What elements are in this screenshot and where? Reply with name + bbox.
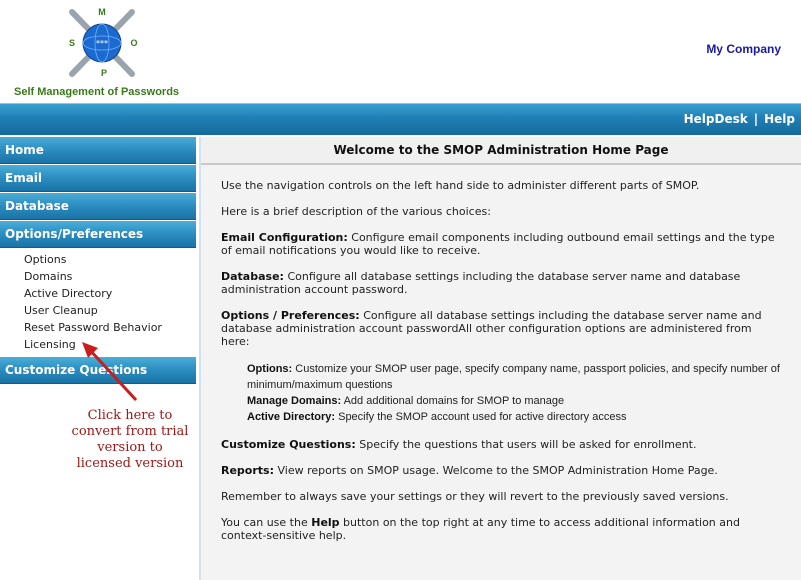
help-post: button on the top right at any time to access additional information and context-sensitive help. xyxy=(221,516,740,542)
database-label: Database: xyxy=(221,270,284,283)
content-body xyxy=(201,165,801,542)
email-description xyxy=(221,231,781,257)
subitem-domains[interactable]: Domains xyxy=(24,270,73,283)
sub-ad-text: Specify the SMOP account used for active directory access xyxy=(335,411,627,423)
reports-text: View reports on SMOP usage. Welcome to the SMOP Administration Home Page. xyxy=(274,464,718,477)
nav-options-preferences[interactable]: Options/Preferences xyxy=(0,221,196,248)
smop-logo xyxy=(64,6,140,80)
nav-database[interactable]: Database xyxy=(0,193,196,220)
nav-customize-questions[interactable]: Customize Questions xyxy=(0,357,196,384)
options-text: Configure all database settings including the database server name and database administration account passwordAll other configuration options are administered from here: xyxy=(221,309,762,348)
reports-label: Reports: xyxy=(221,464,274,477)
database-text: Configure all database settings including the database server name and database administration account password. xyxy=(221,270,741,296)
top-bar xyxy=(0,103,801,135)
main-content xyxy=(201,137,801,580)
help-bold: Help xyxy=(311,516,340,529)
sub-options-item xyxy=(247,361,781,393)
header xyxy=(0,0,801,103)
nav-home[interactable]: Home xyxy=(0,137,196,164)
annotation-arrow-icon xyxy=(78,338,142,404)
subitem-options[interactable]: Options xyxy=(24,253,67,266)
top-links xyxy=(684,112,795,126)
logo-letter-o: O xyxy=(130,38,138,48)
cq-label: Customize Questions: xyxy=(221,438,356,451)
remember-text: Remember to always save your settings or they will revert to the previously saved versions. xyxy=(221,490,729,503)
subitem-user-cleanup[interactable]: User Cleanup xyxy=(24,304,98,317)
intro-text-2: Here is a brief description of the various choices: xyxy=(221,205,491,218)
page-title: Welcome to the SMOP Administration Home Page xyxy=(201,137,801,165)
database-description xyxy=(221,270,781,296)
options-sublist xyxy=(247,361,781,425)
helpdesk-link[interactable]: HelpDesk xyxy=(683,112,748,126)
logo-letter-p: P xyxy=(100,68,108,78)
options-description xyxy=(221,309,781,348)
logo-text: Self Management of Passwords xyxy=(14,86,180,98)
reports-description xyxy=(221,464,781,477)
logo-letter-s: S xyxy=(68,38,76,48)
customize-questions-description xyxy=(221,438,781,451)
subitem-reset-password-behavior[interactable]: Reset Password Behavior xyxy=(24,321,162,334)
licensing-annotation: Click here to convert from trial version to licensed version xyxy=(71,408,189,471)
email-text: Configure email components including outbound email settings and the type of email notifications you would like to receive. xyxy=(221,231,775,257)
help-pre: You can use the xyxy=(221,516,312,529)
sub-ad-item xyxy=(247,409,781,425)
email-label: Email Configuration: xyxy=(221,231,348,244)
sub-domains-label: Manage Domains: xyxy=(247,395,342,407)
company-name: My Company xyxy=(706,42,781,56)
cq-text: Specify the questions that users will be asked for enrollment. xyxy=(355,438,697,451)
help-link[interactable]: Help xyxy=(764,112,795,126)
subitem-licensing[interactable]: Licensing xyxy=(24,338,76,351)
intro-text: Use the navigation controls on the left hand side to administer different parts of SMOP. xyxy=(221,179,700,192)
subitem-active-directory[interactable]: Active Directory xyxy=(24,287,113,300)
sub-options-label: Options: xyxy=(247,363,293,375)
options-label: Options / Preferences: xyxy=(221,309,360,322)
nav-email[interactable]: Email xyxy=(0,165,196,192)
sub-ad-label: Active Directory: xyxy=(247,411,336,423)
svg-text:***: *** xyxy=(96,39,108,48)
sub-domains-item xyxy=(247,393,781,409)
sub-domains-text: Add additional domains for SMOP to manage xyxy=(341,395,565,407)
link-separator: | xyxy=(753,112,759,126)
help-description xyxy=(221,516,781,542)
sub-options-text: Customize your SMOP user page, specify company name, passport policies, and specify number of minimum/maximum questions xyxy=(247,363,780,391)
logo-letter-m: M xyxy=(98,7,106,17)
